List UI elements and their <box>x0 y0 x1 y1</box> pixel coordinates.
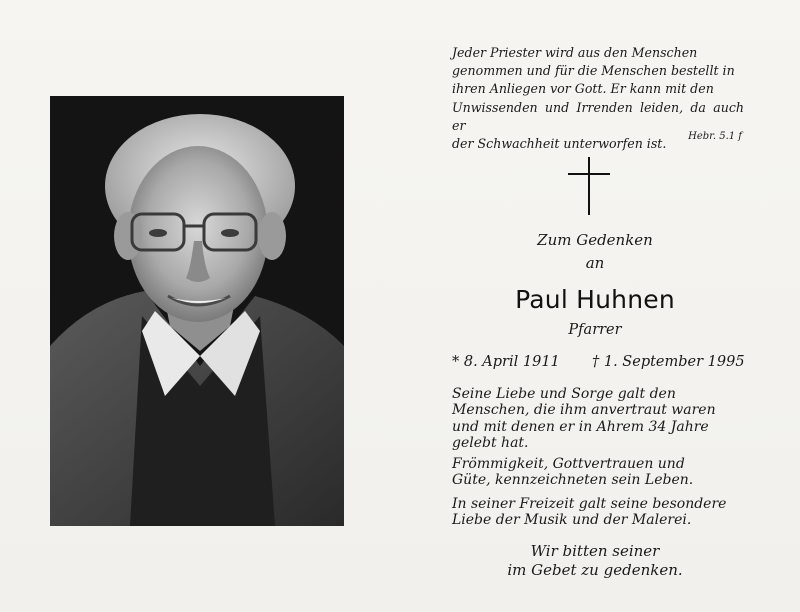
paragraph-line: gelebt hat. <box>452 435 529 452</box>
paragraph-line: Menschen, die ihm anvertraut waren <box>452 402 716 419</box>
deceased-name: Paul Huhnen <box>515 285 675 314</box>
biography-paragraph-1 <box>452 386 744 452</box>
closing-line: im Gebet zu gedenken. <box>507 561 683 579</box>
quote-line: Unwissenden und Irrenden leiden, da auch er <box>452 99 744 133</box>
paragraph-line: Frömmigkeit, Gottvertrauen und <box>452 456 685 472</box>
portrait-photo <box>50 96 344 526</box>
quote-line: Jeder Priester wird aus den Menschen <box>452 45 698 60</box>
paragraph-line: Liebe der Musik und der Malerei. <box>452 512 692 529</box>
paragraph-line: Seine Liebe und Sorge galt den <box>452 386 676 402</box>
paragraph-line: In seiner Freizeit galt seine besondere <box>452 496 727 512</box>
paragraph-line: Güte, kennzeichneten sein Leben. <box>452 472 694 489</box>
quote-line: ihren Anliegen vor Gott. Er kann mit den <box>452 81 714 97</box>
paragraph-line: und mit denen er in Ahrem 34 Jahre <box>452 418 709 435</box>
quote-line: der Schwachheit unterworfen ist. <box>452 136 667 152</box>
biography-paragraph-2 <box>452 456 744 489</box>
birth-date: * 8. April 1911 <box>452 354 560 370</box>
death-date: † 1. September 1995 <box>592 354 745 370</box>
biography-paragraph-3 <box>452 496 744 529</box>
portrait-photo-image <box>50 96 344 526</box>
latin-cross-icon <box>566 157 612 215</box>
intro-line: Zum Gedenken <box>537 231 653 249</box>
deceased-title: Pfarrer <box>568 322 622 338</box>
closing-line: Wir bitten seiner <box>530 542 660 560</box>
quote-line: genommen und für die Menschen bestellt in <box>452 63 735 79</box>
intro-line-an: an <box>585 254 605 272</box>
quote-reference: Hebr. 5.1 f <box>688 131 742 142</box>
closing-prayer <box>470 542 720 580</box>
